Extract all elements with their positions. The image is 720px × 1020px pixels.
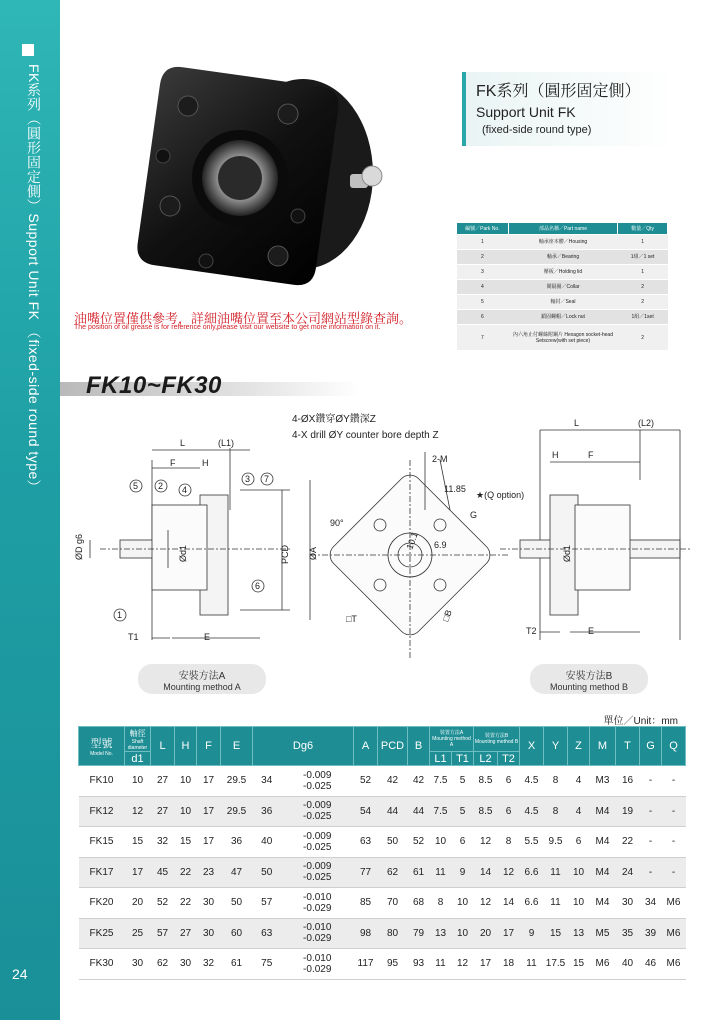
mount-a-zh: 安裝方法A bbox=[178, 671, 226, 682]
dim-right-H: H bbox=[552, 450, 559, 460]
parts-cell: 1組／1 set bbox=[618, 250, 668, 265]
spec-cell: 24 bbox=[616, 857, 640, 888]
spec-cell: M6 bbox=[662, 918, 686, 949]
spec-header-X: X bbox=[520, 727, 544, 766]
spec-table bbox=[78, 726, 686, 980]
spec-row bbox=[79, 827, 686, 858]
dim-mid-M: 2-M bbox=[432, 454, 448, 464]
spec-cell-tolerance bbox=[281, 918, 354, 949]
spec-header-mount-b bbox=[474, 727, 520, 752]
spec-cell-tolerance bbox=[281, 827, 354, 858]
spec-header-M: M bbox=[590, 727, 616, 766]
dim-left-L: L bbox=[180, 438, 186, 448]
spec-cell: 17 bbox=[125, 857, 151, 888]
model-heading bbox=[60, 372, 360, 398]
spec-cell: 98 bbox=[354, 918, 378, 949]
spec-cell: 50 bbox=[378, 827, 408, 858]
spec-cell: 8.5 bbox=[474, 766, 498, 797]
series-subtitle: (fixed-side round type) bbox=[482, 124, 592, 136]
spec-cell: 30 bbox=[175, 949, 197, 980]
spec-cell: M6 bbox=[662, 949, 686, 980]
spec-cell: M5 bbox=[590, 918, 616, 949]
spec-cell-tolerance bbox=[281, 857, 354, 888]
spec-header-F: F bbox=[197, 727, 221, 766]
spec-cell: 68 bbox=[408, 888, 430, 919]
parts-table bbox=[456, 222, 668, 351]
spec-row bbox=[79, 949, 686, 980]
spec-cell: 11 bbox=[520, 949, 544, 980]
spec-header-B: B bbox=[408, 727, 430, 766]
spec-cell: 4 bbox=[568, 796, 590, 827]
spec-cell: 60 bbox=[221, 918, 253, 949]
tolerance-lower: -0.025 bbox=[303, 780, 332, 792]
spec-cell: 34 bbox=[253, 766, 281, 797]
spec-cell: 5 bbox=[452, 766, 474, 797]
spec-cell: 62 bbox=[378, 857, 408, 888]
parts-cell: 軸封／Seal bbox=[508, 295, 618, 310]
parts-cell: 鎖固螺帽／Lock nut bbox=[508, 310, 618, 325]
spec-cell: 11 bbox=[544, 857, 568, 888]
spec-cell: 6 bbox=[568, 827, 590, 858]
spec-cell: 17 bbox=[197, 796, 221, 827]
spec-cell: 20 bbox=[125, 888, 151, 919]
spec-header-shaft-zh: 軸徑 bbox=[129, 729, 146, 738]
dim-right-E: E bbox=[588, 626, 595, 636]
spec-row bbox=[79, 857, 686, 888]
spec-header-mount-a-zh: 裝置方法A bbox=[439, 730, 464, 736]
parts-row bbox=[457, 235, 668, 250]
spec-cell: 62 bbox=[151, 949, 175, 980]
parts-cell: 2 bbox=[618, 295, 668, 310]
parts-cell: 2 bbox=[618, 325, 668, 351]
spec-cell: 70 bbox=[378, 888, 408, 919]
parts-row bbox=[457, 325, 668, 351]
spec-cell: 8 bbox=[430, 888, 452, 919]
spec-cell: M4 bbox=[590, 796, 616, 827]
spec-cell: 63 bbox=[253, 918, 281, 949]
spec-cell: 80 bbox=[378, 918, 408, 949]
spec-cell: - bbox=[640, 796, 662, 827]
spec-cell: 10 bbox=[175, 766, 197, 797]
spec-cell: 22 bbox=[616, 827, 640, 858]
spec-cell: 29.5 bbox=[221, 766, 253, 797]
spec-cell: - bbox=[640, 857, 662, 888]
spec-cell: 17.5 bbox=[544, 949, 568, 980]
spec-cell: 50 bbox=[253, 857, 281, 888]
parts-row bbox=[457, 250, 668, 265]
spec-cell: 25 bbox=[125, 918, 151, 949]
spec-cell: 34 bbox=[640, 888, 662, 919]
dim-left-H: H bbox=[202, 458, 209, 468]
spec-header-model-zh: 型號 bbox=[90, 738, 113, 750]
spec-cell: 11 bbox=[430, 949, 452, 980]
spec-cell: - bbox=[640, 827, 662, 858]
spec-cell: 8 bbox=[544, 766, 568, 797]
spec-cell: - bbox=[662, 796, 686, 827]
spec-header-T1: T1 bbox=[452, 752, 474, 766]
spec-cell: 14 bbox=[474, 857, 498, 888]
spec-cell: M4 bbox=[590, 857, 616, 888]
spec-cell: 15 bbox=[568, 949, 590, 980]
spec-cell: 10 bbox=[452, 918, 474, 949]
dim-left-L1: (L1) bbox=[218, 438, 235, 448]
spec-cell: 32 bbox=[197, 949, 221, 980]
spec-cell: 9 bbox=[520, 918, 544, 949]
spec-cell: 15 bbox=[544, 918, 568, 949]
spec-header-L: L bbox=[151, 727, 175, 766]
unit-label: 單位／Unit：mm bbox=[603, 716, 678, 727]
spec-cell: 12 bbox=[452, 949, 474, 980]
spec-cell-tolerance bbox=[281, 796, 354, 827]
parts-cell: 1 bbox=[618, 265, 668, 280]
model-heading-text: FK10~FK30 bbox=[86, 372, 222, 399]
spec-header-L2: L2 bbox=[474, 752, 498, 766]
spec-cell: 75 bbox=[253, 949, 281, 980]
spec-cell: 36 bbox=[253, 796, 281, 827]
page-number: 24 bbox=[12, 966, 28, 982]
callout-7: 7 bbox=[264, 474, 270, 484]
technical-drawings bbox=[60, 400, 720, 700]
mount-b-en: Mounting method B bbox=[549, 682, 629, 692]
spec-header-T2: T2 bbox=[498, 752, 520, 766]
spec-header-Dg6: Dg6 bbox=[253, 727, 354, 766]
spec-cell: 8.5 bbox=[474, 796, 498, 827]
spec-cell: 8 bbox=[544, 796, 568, 827]
spec-cell: 4.5 bbox=[520, 766, 544, 797]
parts-cell: 1 bbox=[618, 235, 668, 250]
spec-cell: 5 bbox=[452, 796, 474, 827]
spec-cell-tolerance bbox=[281, 888, 354, 919]
spec-cell: 15 bbox=[175, 827, 197, 858]
tolerance-upper: -0.009 bbox=[303, 861, 332, 873]
spec-cell: FK17 bbox=[79, 857, 125, 888]
parts-cell: 3 bbox=[457, 265, 509, 280]
dim-left-T1: T1 bbox=[128, 632, 139, 642]
dim-left-A: ØA bbox=[308, 546, 318, 560]
spec-header-model bbox=[79, 727, 125, 766]
parts-cell: 1組／1set bbox=[618, 310, 668, 325]
parts-cell: 間隔圈／Collar bbox=[508, 280, 618, 295]
spec-cell: 6.6 bbox=[520, 857, 544, 888]
spec-cell: 4.5 bbox=[520, 796, 544, 827]
parts-row bbox=[457, 280, 668, 295]
callout-2: 2 bbox=[158, 481, 164, 491]
spec-cell: FK20 bbox=[79, 888, 125, 919]
parts-cell: 2 bbox=[618, 280, 668, 295]
dim-left-PCD: PCD bbox=[280, 544, 290, 564]
spec-cell: 23 bbox=[197, 857, 221, 888]
parts-header-name: 部品名稱／Part name bbox=[508, 223, 618, 235]
parts-cell: 1 bbox=[457, 235, 509, 250]
dim-left-F: F bbox=[170, 458, 176, 468]
spec-cell: 30 bbox=[616, 888, 640, 919]
spec-header-PCD: PCD bbox=[378, 727, 408, 766]
dim-mid-q: ★(Q option) bbox=[476, 490, 525, 500]
spec-cell: - bbox=[662, 827, 686, 858]
tolerance-lower: -0.029 bbox=[303, 902, 332, 914]
callout-6: 6 bbox=[255, 581, 261, 591]
spec-cell: M4 bbox=[590, 888, 616, 919]
spec-cell: 20 bbox=[474, 918, 498, 949]
parts-row bbox=[457, 295, 668, 310]
spec-cell: 30 bbox=[125, 949, 151, 980]
spec-cell: 30 bbox=[197, 918, 221, 949]
parts-cell: 4 bbox=[457, 280, 509, 295]
side-title: FK系列（圓形固定側）Support Unit FK （fixed-side round type） bbox=[26, 64, 42, 495]
dim-right-L: L bbox=[574, 418, 580, 428]
product-photo bbox=[128, 56, 388, 296]
spec-header-mount-a-en: Mounting method A bbox=[432, 736, 471, 748]
spec-cell: 17 bbox=[498, 918, 520, 949]
spec-row bbox=[79, 766, 686, 797]
spec-cell: 85 bbox=[354, 888, 378, 919]
parts-cell: 軸承／Bearing bbox=[508, 250, 618, 265]
spec-cell: 50 bbox=[221, 888, 253, 919]
spec-cell: 35 bbox=[616, 918, 640, 949]
spec-header-H: H bbox=[175, 727, 197, 766]
dim-right-L2: (L2) bbox=[638, 418, 655, 428]
dim-left-E: E bbox=[204, 632, 211, 642]
spec-cell: 22 bbox=[175, 888, 197, 919]
spec-cell: 27 bbox=[175, 918, 197, 949]
spec-cell: 7.5 bbox=[430, 766, 452, 797]
parts-header-qty: 數量／Qty bbox=[618, 223, 668, 235]
spec-header-A: A bbox=[354, 727, 378, 766]
spec-cell: 93 bbox=[408, 949, 430, 980]
spec-cell: 18 bbox=[498, 949, 520, 980]
spec-cell: 40 bbox=[253, 827, 281, 858]
spec-cell: M4 bbox=[590, 827, 616, 858]
spec-header-shaft-en: Shaft diameter bbox=[127, 739, 148, 751]
spec-cell: 45 bbox=[151, 857, 175, 888]
parts-row bbox=[457, 265, 668, 280]
parts-cell: 軸承座本體／Housing bbox=[508, 235, 618, 250]
parts-header-no: 編號／Park No. bbox=[457, 223, 509, 235]
spec-cell: 27 bbox=[151, 766, 175, 797]
spec-row bbox=[79, 918, 686, 949]
spec-cell: 57 bbox=[253, 888, 281, 919]
spec-cell: 17 bbox=[197, 827, 221, 858]
dim-mid-90: 90° bbox=[330, 518, 344, 528]
spec-cell: 40 bbox=[616, 949, 640, 980]
parts-row bbox=[457, 310, 668, 325]
spec-cell-tolerance bbox=[281, 949, 354, 980]
spec-cell: 77 bbox=[354, 857, 378, 888]
tolerance-upper: -0.009 bbox=[303, 769, 332, 781]
spec-header-mount-b-zh: 裝置方法B bbox=[484, 733, 509, 739]
spec-cell: 47 bbox=[221, 857, 253, 888]
spec-cell: - bbox=[662, 766, 686, 797]
spec-cell: 30 bbox=[197, 888, 221, 919]
spec-cell: 29.5 bbox=[221, 796, 253, 827]
spec-cell: FK12 bbox=[79, 796, 125, 827]
spec-cell: 7.5 bbox=[430, 796, 452, 827]
tolerance-upper: -0.010 bbox=[303, 891, 332, 903]
spec-header-Z: Z bbox=[568, 727, 590, 766]
spec-header-G: G bbox=[640, 727, 662, 766]
parts-cell: 6 bbox=[457, 310, 509, 325]
parts-cell: 5 bbox=[457, 295, 509, 310]
dim-mid-G: G bbox=[470, 510, 478, 520]
spec-cell: 95 bbox=[378, 949, 408, 980]
spec-cell: 15 bbox=[125, 827, 151, 858]
spec-cell: 5.5 bbox=[520, 827, 544, 858]
mount-a-en: Mounting method A bbox=[163, 682, 241, 692]
tolerance-lower: -0.029 bbox=[303, 963, 332, 975]
spec-cell: 10 bbox=[568, 888, 590, 919]
spec-header-L1: L1 bbox=[430, 752, 452, 766]
drill-note-zh: 4-ØX鑽穿ØY鑽深Z bbox=[292, 414, 376, 425]
spec-cell: 54 bbox=[354, 796, 378, 827]
spec-cell: 9.5 bbox=[544, 827, 568, 858]
spec-cell-tolerance bbox=[281, 766, 354, 797]
spec-cell: 10 bbox=[568, 857, 590, 888]
spec-cell: 10 bbox=[430, 827, 452, 858]
dim-right-T2: T2 bbox=[526, 626, 537, 636]
spec-cell: 12 bbox=[474, 888, 498, 919]
spec-cell: 8 bbox=[498, 827, 520, 858]
parts-cell: 內六角止付螺絲附鋼片 Hexagon socket-head Setscrew(with set piece) bbox=[508, 325, 618, 351]
callout-1: 1 bbox=[117, 610, 123, 620]
parts-cell: 7 bbox=[457, 325, 509, 351]
spec-cell: 32 bbox=[151, 827, 175, 858]
callout-5: 5 bbox=[133, 481, 139, 491]
spec-header-mount-a bbox=[430, 727, 474, 752]
spec-cell: FK15 bbox=[79, 827, 125, 858]
spec-cell: 9 bbox=[452, 857, 474, 888]
dim-mid-101: 10.1 bbox=[404, 530, 420, 551]
spec-cell: 13 bbox=[430, 918, 452, 949]
spec-cell: M3 bbox=[590, 766, 616, 797]
tolerance-lower: -0.025 bbox=[303, 872, 332, 884]
mount-method-a-label bbox=[138, 664, 266, 694]
spec-cell: 10 bbox=[452, 888, 474, 919]
spec-cell: 11 bbox=[430, 857, 452, 888]
oil-note-en: The position of oil grease is for reference only,please visit our website to get more information on it. bbox=[74, 324, 381, 331]
dim-mid-B: □B bbox=[440, 608, 454, 623]
spec-cell: FK30 bbox=[79, 949, 125, 980]
drill-note-en: 4-X drill ØY counter bore depth Z bbox=[292, 430, 439, 441]
spec-cell: 39 bbox=[640, 918, 662, 949]
spec-cell: - bbox=[640, 766, 662, 797]
tolerance-upper: -0.009 bbox=[303, 830, 332, 842]
side-band bbox=[0, 0, 60, 1020]
spec-cell: 6 bbox=[498, 796, 520, 827]
series-title-zh: FK系列（圓形固定側） bbox=[476, 83, 641, 100]
spec-header-d1: d1 bbox=[125, 752, 151, 766]
spec-cell: 12 bbox=[474, 827, 498, 858]
dim-right-d1: Ød1 bbox=[562, 544, 572, 562]
spec-cell: 10 bbox=[175, 796, 197, 827]
spec-cell: 36 bbox=[221, 827, 253, 858]
dim-mid-69: 6.9 bbox=[434, 540, 447, 550]
spec-cell: 63 bbox=[354, 827, 378, 858]
tolerance-lower: -0.025 bbox=[303, 811, 332, 823]
spec-cell: 6.6 bbox=[520, 888, 544, 919]
spec-header-E: E bbox=[221, 727, 253, 766]
spec-cell: 12 bbox=[498, 857, 520, 888]
spec-cell: 22 bbox=[175, 857, 197, 888]
callout-3: 3 bbox=[245, 474, 251, 484]
spec-cell: 27 bbox=[151, 796, 175, 827]
spec-cell: 61 bbox=[221, 949, 253, 980]
tolerance-upper: -0.010 bbox=[303, 952, 332, 964]
spec-cell: 79 bbox=[408, 918, 430, 949]
spec-cell: 19 bbox=[616, 796, 640, 827]
spec-header-shaft bbox=[125, 727, 151, 752]
tolerance-lower: -0.025 bbox=[303, 841, 332, 853]
parts-cell: 2 bbox=[457, 250, 509, 265]
dim-mid-1185: 11.85 bbox=[444, 484, 466, 494]
spec-header-model-en: Model No. bbox=[90, 751, 113, 757]
spec-cell: 6 bbox=[498, 766, 520, 797]
spec-cell: M6 bbox=[662, 888, 686, 919]
parts-cell: 壓板／Holding lid bbox=[508, 265, 618, 280]
spec-cell: 11 bbox=[544, 888, 568, 919]
spec-cell: 52 bbox=[151, 888, 175, 919]
spec-cell: 4 bbox=[568, 766, 590, 797]
spec-cell: M6 bbox=[590, 949, 616, 980]
spec-cell: 61 bbox=[408, 857, 430, 888]
spec-cell: 42 bbox=[378, 766, 408, 797]
spec-cell: 17 bbox=[197, 766, 221, 797]
spec-cell: 16 bbox=[616, 766, 640, 797]
spec-row bbox=[79, 796, 686, 827]
tolerance-upper: -0.010 bbox=[303, 922, 332, 934]
spec-cell: 117 bbox=[354, 949, 378, 980]
spec-row bbox=[79, 888, 686, 919]
spec-header-Q: Q bbox=[662, 727, 686, 766]
spec-cell: 44 bbox=[408, 796, 430, 827]
spec-cell: 17 bbox=[474, 949, 498, 980]
spec-cell: FK25 bbox=[79, 918, 125, 949]
spec-cell: 46 bbox=[640, 949, 662, 980]
spec-cell: 12 bbox=[125, 796, 151, 827]
spec-cell: 57 bbox=[151, 918, 175, 949]
dim-right-F: F bbox=[588, 450, 594, 460]
spec-cell: FK10 bbox=[79, 766, 125, 797]
spec-cell: 13 bbox=[568, 918, 590, 949]
tolerance-upper: -0.009 bbox=[303, 800, 332, 812]
side-square-icon bbox=[22, 44, 34, 56]
spec-cell: 52 bbox=[354, 766, 378, 797]
mount-b-zh: 安裝方法B bbox=[565, 671, 613, 682]
spec-cell: - bbox=[662, 857, 686, 888]
mount-method-b-label bbox=[530, 664, 648, 694]
spec-cell: 14 bbox=[498, 888, 520, 919]
spec-cell: 52 bbox=[408, 827, 430, 858]
tolerance-lower: -0.029 bbox=[303, 933, 332, 945]
spec-cell: 10 bbox=[125, 766, 151, 797]
dim-left-D: ØD g6 bbox=[74, 533, 84, 560]
dim-mid-T: □T bbox=[346, 614, 357, 624]
spec-cell: 42 bbox=[408, 766, 430, 797]
spec-header-Y: Y bbox=[544, 727, 568, 766]
series-title-en: Support Unit FK bbox=[476, 104, 576, 120]
oil-note-zh: 油嘴位置僅供參考，詳細油嘴位置至本公司網站型錄查詢。 bbox=[74, 311, 413, 326]
spec-header-mount-b-en: Mounting method B bbox=[474, 739, 519, 745]
dim-left-d1: Ød1 bbox=[178, 544, 188, 562]
spec-header-T: T bbox=[616, 727, 640, 766]
series-title-box bbox=[462, 72, 676, 146]
spec-cell: 6 bbox=[452, 827, 474, 858]
spec-cell: 44 bbox=[378, 796, 408, 827]
callout-4: 4 bbox=[182, 485, 188, 495]
